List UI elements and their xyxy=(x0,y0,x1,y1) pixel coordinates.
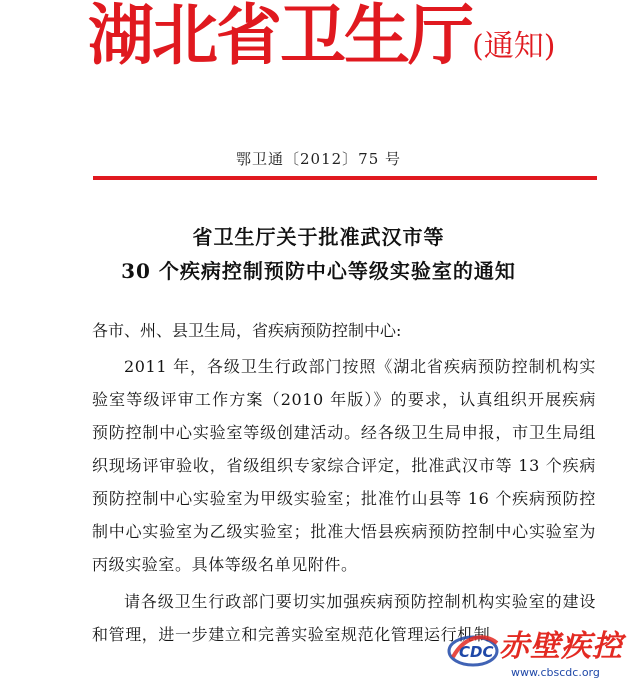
issuer-name: 湖北省卫生厅 xyxy=(88,0,472,74)
watermark-brand: 赤壁疾控 xyxy=(499,629,623,664)
salutation: 各市、州、县卫生局，省疾病预防控制中心: xyxy=(92,321,402,340)
document-body xyxy=(92,314,596,655)
document-heading xyxy=(0,220,637,288)
cdc-logo-icon xyxy=(445,627,501,671)
svg-text:CDC: CDC xyxy=(459,643,494,661)
notice-type: (通知) xyxy=(472,29,556,64)
red-divider-line xyxy=(93,176,597,180)
body-paragraph-2: 请各级卫生行政部门要切实加强疾病预防控制机构实验室的建设和管理，进一步建立和完善实验室规范化管理运行机制 xyxy=(92,592,596,644)
watermark-url: www.cbscdc.org xyxy=(511,666,600,679)
site-watermark xyxy=(445,621,631,685)
heading-line-2: 30 个疾病控制预防中心等级实验室的通知 xyxy=(121,259,516,283)
body-paragraph-1: 2011 年，各级卫生行政部门按照《湖北省疾病预防控制机构实验室等级评审工作方案（2010 年版）》的要求，认真组织开展疾病预防控制中心实验室等级创建活动。经各级卫生局申报，市卫生局组织现场评审验收，省级组织专家综合评定，批准武汉市等 13 个疾病预防控制中心实验室为甲级实验室；批准竹山县等 16 个疾病预防控制中心实验室为乙级实验室；批准大悟县疾病预防控制中心实验室为丙级实验室。具体等级名单见附件。 xyxy=(92,357,596,574)
issuer-header xyxy=(88,0,556,74)
heading-line-1: 省卫生厅关于批准武汉市等 xyxy=(192,225,445,249)
document-number: 鄂卫通〔2012〕75 号 xyxy=(235,150,402,168)
